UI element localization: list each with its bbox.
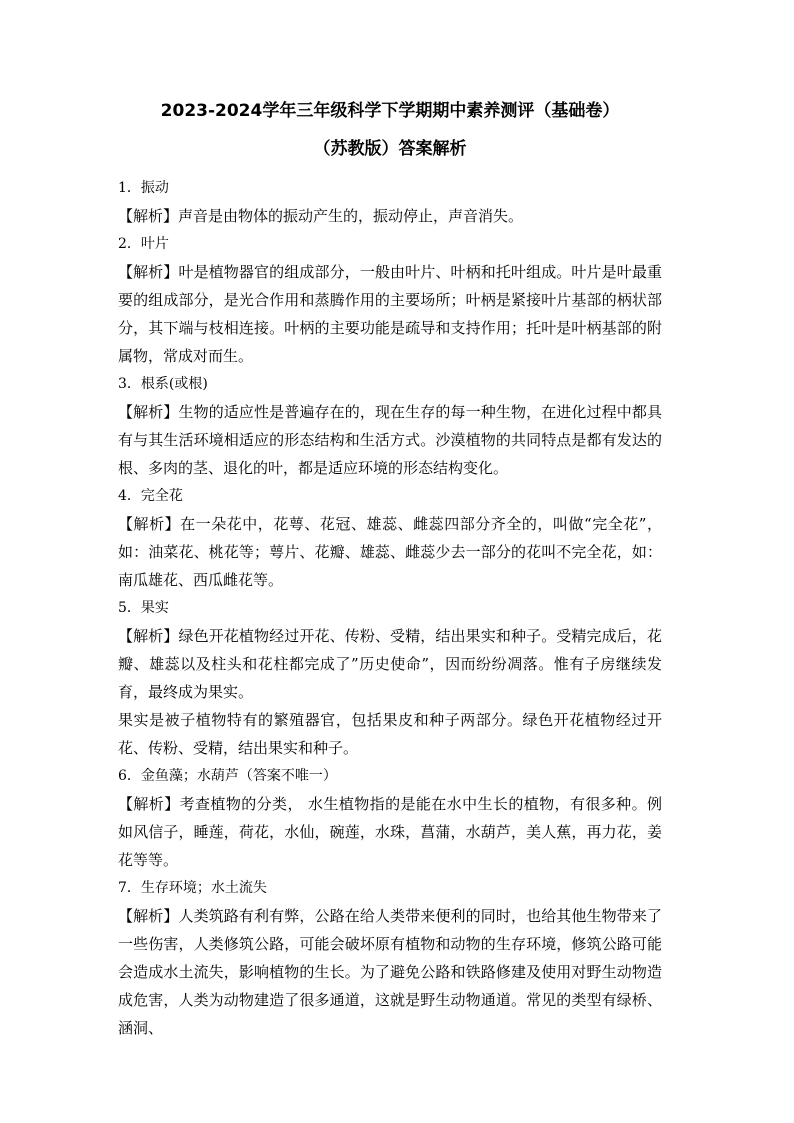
document-title-line-1: 2023-2024学年三年级科学下学期期中素养测评（基础卷） xyxy=(160,101,620,121)
analysis-tag: 【解析】 xyxy=(118,907,179,925)
answer-2-analysis xyxy=(118,258,662,370)
analysis-tag: 【解析】 xyxy=(118,515,181,533)
analysis-tag: 【解析】 xyxy=(118,403,179,421)
answer-list xyxy=(118,174,662,1042)
analysis-text: 绿色开花植物经过开花、传粉、受精，结出果实和种子。受精完成后，花瓣、雄蕊以及柱头和花柱都完成了”历史使命”，因而纷纷凋落。惟有子房继续发育，最终成为果实。 xyxy=(118,627,662,701)
answer-5-analysis xyxy=(118,622,662,706)
analysis-text: 人类筑路有利有弊，公路在给人类带来便利的同时，也给其他生物带来了一些伤害，人类修筑公路，可能会破坏原有植物和动物的生存环境，修筑公路可能会造成水土流失，影响植物的生长。为了避免公路和铁路修建及使用对野生动物造成危害，人类为动物建造了很多通道，这就是野生动物通道。常见的类型有绿桥、涵洞、 xyxy=(118,907,662,1037)
analysis-tag: 【解析】 xyxy=(118,627,179,645)
answer-4-question: 4．完全花 xyxy=(118,488,183,504)
document-title-line-2: （苏教版）答案解析 xyxy=(313,139,467,159)
answer-2-question: 2．叶片 xyxy=(118,236,169,252)
analysis-text: 声音是由物体的振动产生的，振动停止，声音消失。 xyxy=(178,207,524,225)
analysis-text: 叶是植物器官的组成部分，一般由叶片、叶柄和托叶组成。叶片是叶最重要的组成部分，是光合作用和蒸腾作用的主要场所；叶柄是紧接叶片基部的柄状部分，其下端与枝相连接。叶柄的主要功能是疏导和支持作用；托叶是叶柄基部的附属物，常成对而生。 xyxy=(118,263,662,365)
answer-5-question: 5．果实 xyxy=(118,600,169,616)
answer-3-question: 3．根系(或根) xyxy=(118,376,208,392)
answer-7-analysis xyxy=(118,902,662,1042)
answer-1-analysis xyxy=(118,202,662,230)
analysis-tag: 【解析】 xyxy=(118,207,179,225)
answer-1-question: 1．振动 xyxy=(118,180,169,196)
analysis-text: 生物的适应性是普遍存在的，现在生存的每一种生物，在进化过程中都具有与其生活环境相适应的形态结构和生活方式。沙漠植物的共同特点是都有发达的根、多肉的茎、退化的叶，都是适应环境的形态结构变化。 xyxy=(118,403,662,477)
answer-4-analysis xyxy=(118,510,662,594)
analysis-text: 在一朵花中，花萼、花冠、雄蕊、雌蕊四部分齐全的，叫做“完全花”，如：油菜花、桃花等；萼片、花瓣、雄蕊、雌蕊少去一部分的花叫不完全花，如：南瓜雄花、西瓜雌花等。 xyxy=(118,515,662,589)
answer-5-analysis-continued: 果实是被子植物特有的繁殖器官，包括果皮和种子两部分。绿色开花植物经过开花、传粉、受精，结出果实和种子。 xyxy=(118,711,662,757)
answer-6-analysis xyxy=(118,790,662,874)
analysis-tag: 【解析】 xyxy=(118,795,180,813)
analysis-text: 考查植物的分类， 水生植物指的是能在水中生长的植物，有很多种。例如风信子，睡莲，荷花，水仙，碗莲，水珠，菖蒲，水葫芦，美人蕉，再力花，姜花等等。 xyxy=(118,795,662,869)
answer-3-analysis xyxy=(118,398,662,482)
answer-6-question: 6．金鱼藻；水葫芦（答案不唯一） xyxy=(118,768,337,784)
analysis-tag: 【解析】 xyxy=(118,263,179,281)
answer-7-question: 7．生存环境；水土流失 xyxy=(118,880,267,896)
